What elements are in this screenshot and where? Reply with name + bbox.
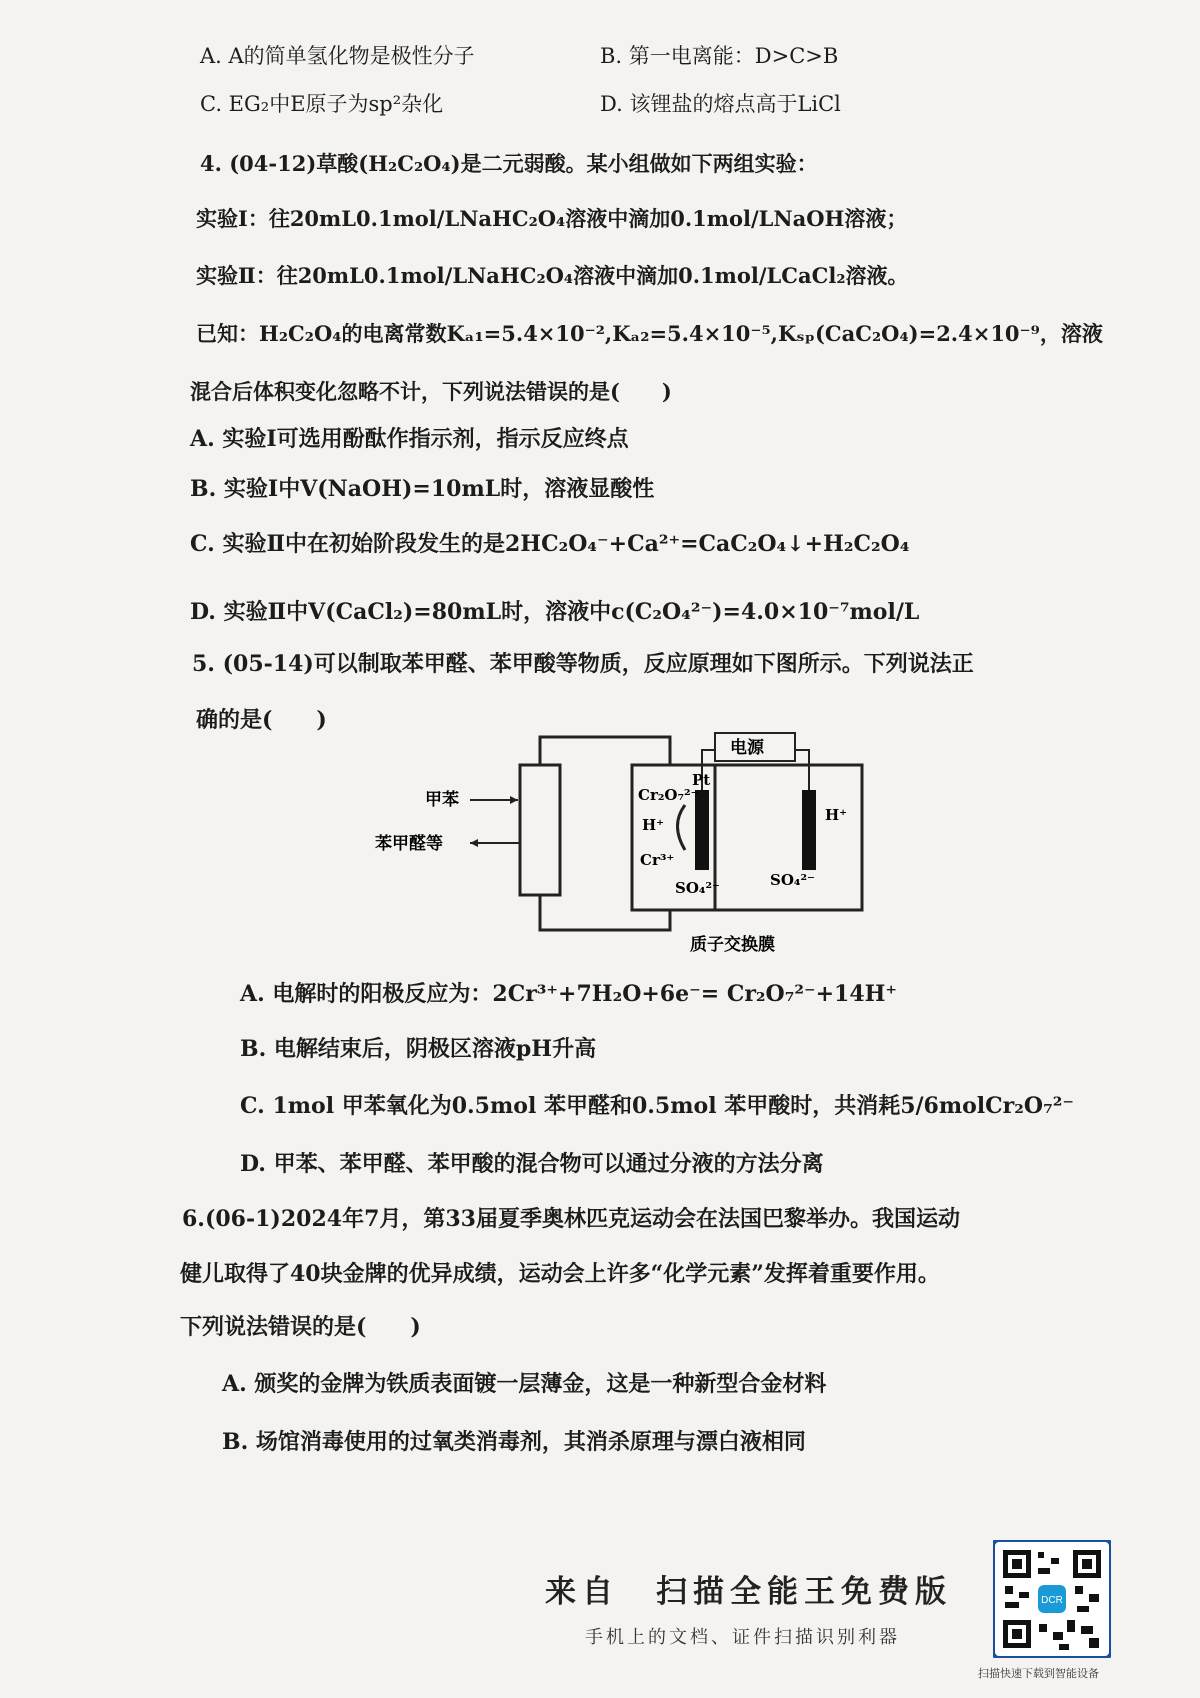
h-ion-left: H⁺: [642, 816, 665, 834]
benzaldehyde-label: 苯甲醛等: [375, 834, 443, 854]
option-a-q5: A. 电解时的阳极反应为：2Cr³⁺+7H₂O+6e⁻= Cr₂O₇²⁻+14H⁺: [240, 981, 898, 1007]
option-b-q5: B. 电解结束后，阴极区溶液pH升高: [240, 1036, 597, 1062]
experiment-2: 实验Ⅱ：往20mL0.1mol/LNaHC₂O₄溶液中滴加0.1mol/LCaCl₂溶液。: [196, 263, 909, 288]
toluene-arrowhead: [510, 796, 518, 804]
sulfate-left: SO₄²⁻: [675, 879, 720, 897]
question-6-ask: 下列说法错误的是( ): [180, 1314, 421, 1340]
option-b-q3: B. 第一电离能：D>C>B: [600, 44, 839, 68]
cr3-label: Cr³⁺: [640, 851, 675, 869]
h-ion-right: H⁺: [825, 806, 848, 824]
sulfate-right: SO₄²⁻: [770, 871, 815, 889]
option-c-q4: C. 实验Ⅱ中在初始阶段发生的是2HC₂O₄⁻+Ca²⁺=CaC₂O₄↓+H₂C₂O₄: [190, 531, 910, 557]
question-6-stem-2: 健儿取得了40块金牌的优异成绩，运动会上许多“化学元素”发挥着重要作用。: [180, 1261, 940, 1287]
known-constants: 已知：H₂C₂O₄的电离常数Kₐ₁=5.4×10⁻²,Kₐ₂=5.4×10⁻⁵,Kₛₚ(CaC₂O₄)=2.4×10⁻⁹，溶液: [196, 321, 1103, 346]
pt-label: Pt: [692, 771, 711, 789]
option-d-q3: D. 该锂盐的熔点高于LiCl: [600, 92, 841, 116]
qr-caption: 扫描快速下载到智能设备: [978, 1667, 1099, 1680]
qr-badge: DCR: [1041, 1595, 1063, 1606]
option-c-q5: C. 1mol 甲苯氧化为0.5mol 苯甲醛和0.5mol 苯甲酸时，共消耗5/6molCr₂O₇²⁻: [240, 1093, 1074, 1119]
option-a-q6: A. 颁奖的金牌为铁质表面镀一层薄金，这是一种新型合金材料: [222, 1371, 827, 1397]
question-6-stem: 6.(06-1)2024年7月，第33届夏季奥林匹克运动会在法国巴黎举办。我国运动: [182, 1206, 960, 1232]
option-c-q3: C. EG₂中E原子为sp²杂化: [200, 92, 444, 116]
conversion-arrow: [678, 805, 686, 850]
question-5-ask: 确的是( ): [196, 707, 327, 733]
cathode: [802, 790, 816, 870]
option-d-q5: D. 甲苯、苯甲醛、苯甲酸的混合物可以通过分液的方法分离: [240, 1151, 824, 1177]
reactor-vessel: [520, 765, 560, 895]
question-4-ask: 混合后体积变化忽略不计，下列说法错误的是( ): [190, 379, 672, 404]
question-5-stem: 5. (05-14)可以制取苯甲醛、苯甲酸等物质，反应原理如下图所示。下列说法正: [192, 651, 974, 677]
membrane-label: 质子交换膜: [690, 935, 775, 955]
pipe-bottom: [540, 895, 670, 930]
qr-code-icon[interactable]: [993, 1540, 1111, 1658]
scanner-tagline: 手机上的文档、证件扫描识别利器: [585, 1627, 900, 1648]
option-a-q4: A. 实验Ⅰ可选用酚酞作指示剂，指示反应终点: [190, 426, 629, 452]
dichromate-label: Cr₂O₇²⁻: [638, 786, 699, 804]
option-b-q4: B. 实验Ⅰ中V(NaOH)=10mL时，溶液显酸性: [190, 476, 655, 502]
pipe-top: [540, 737, 670, 765]
power-label: 电源: [730, 738, 764, 758]
option-a-q3: A. A的简单氢化物是极性分子: [200, 44, 475, 68]
option-b-q6: B. 场馆消毒使用的过氧类消毒剂，其消杀原理与漂白液相同: [222, 1429, 806, 1455]
experiment-1: 实验Ⅰ：往20mL0.1mol/LNaHC₂O₄溶液中滴加0.1mol/LNaOH溶液；: [196, 206, 908, 231]
option-d-q4: D. 实验Ⅱ中V(CaCl₂)=80mL时，溶液中c(C₂O₄²⁻)=4.0×10⁻⁷mol/L: [190, 599, 920, 625]
wire-right: [795, 750, 809, 790]
electrolysis-diagram: [370, 725, 910, 960]
scanner-brand: 来自 扫描全能王免费版: [545, 1574, 952, 1610]
question-4-stem: 4. (04-12)草酸(H₂C₂O₄)是二元弱酸。某小组做如下两组实验：: [200, 151, 818, 176]
product-arrowhead: [470, 839, 478, 847]
toluene-label: 甲苯: [425, 790, 459, 810]
